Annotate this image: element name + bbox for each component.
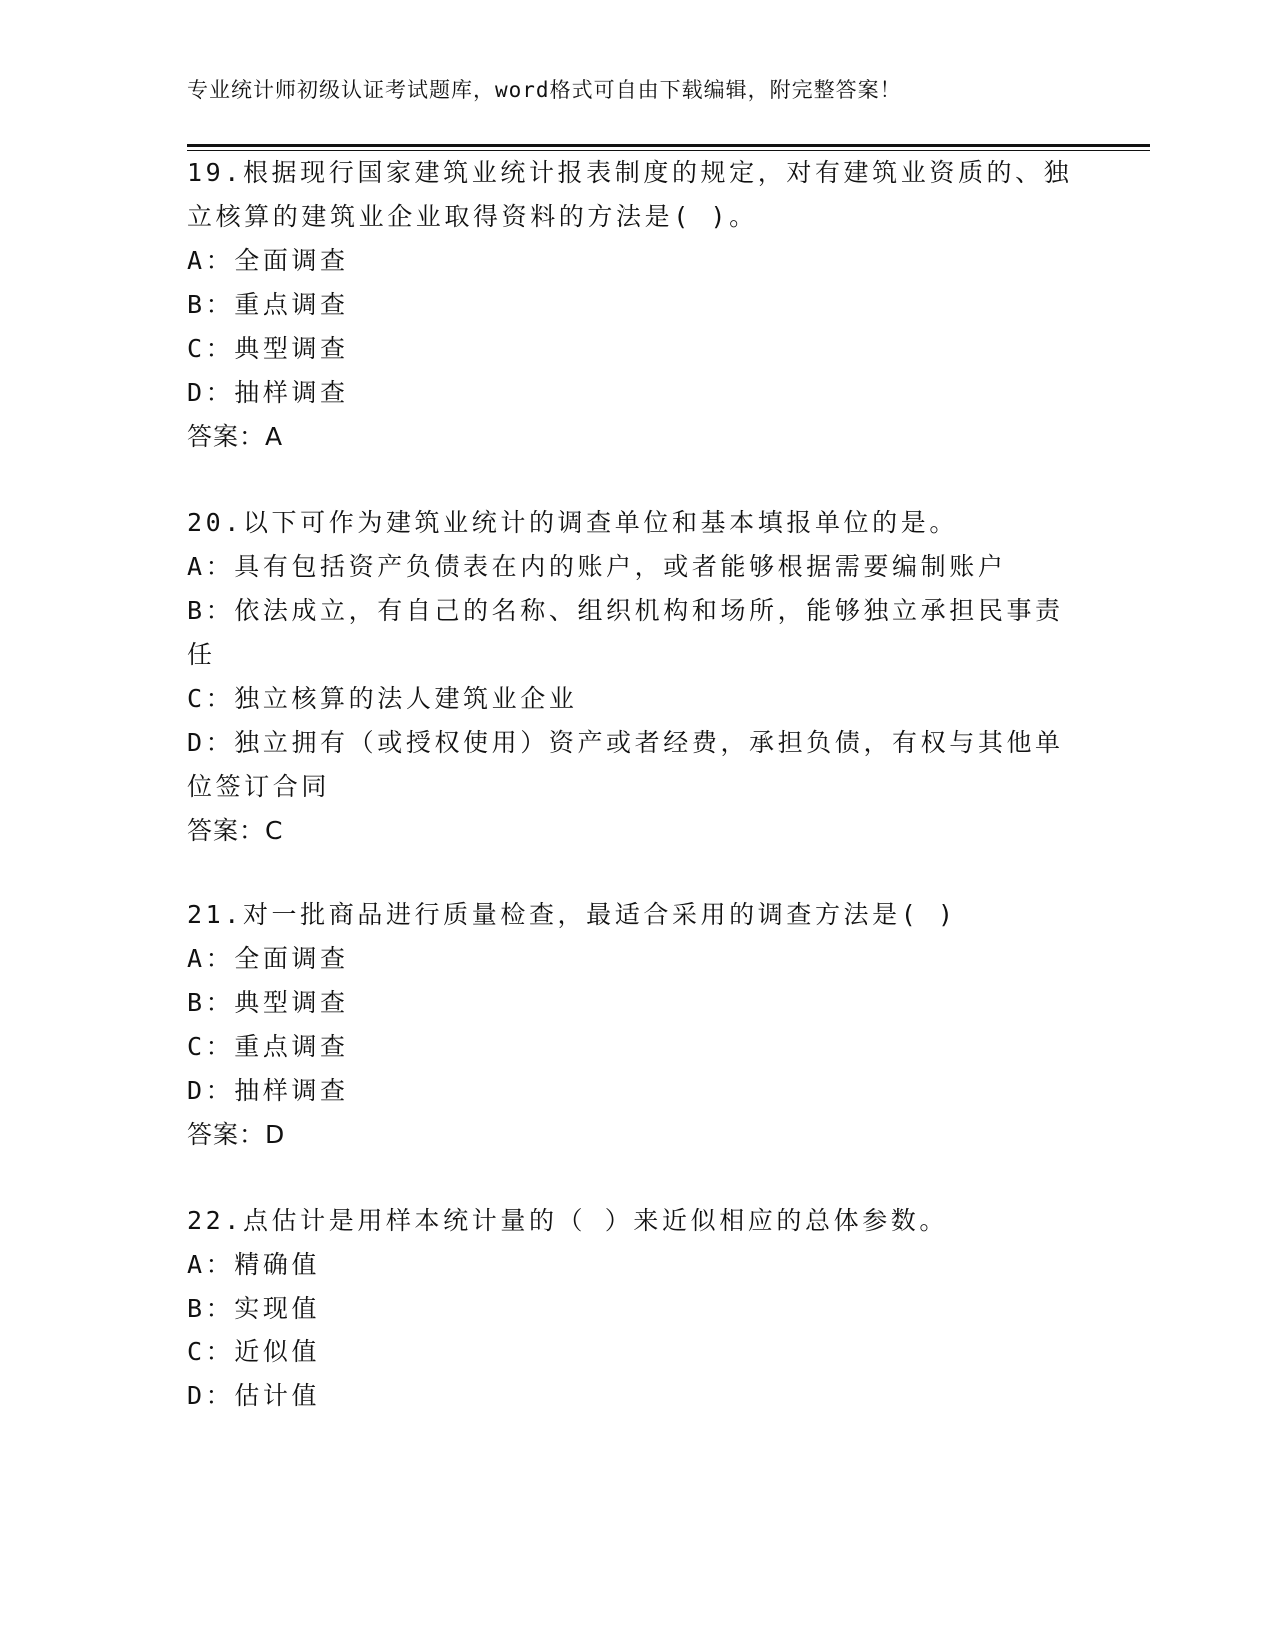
question-19-option-b: B：重点调查 [187,290,349,319]
header-rule-thin [187,150,1150,151]
question-19-answer: 答案：A [187,422,284,451]
question-22-stem-line-1: 22.点估计是用样本统计量的（ ）来近似相应的总体参数。 [187,1206,949,1235]
question-21-stem-line-1: 21.对一批商品进行质量检查，最适合采用的调查方法是( ) [187,900,957,929]
question-21-option-d: D：抽样调查 [187,1076,349,1105]
question-20-option-b-line-1: B：依法成立，有自己的名称、组织机构和场所，能够独立承担民事责 [187,596,1064,625]
question-20-option-b-line-2: 任 [187,640,216,669]
question-21-option-c: C：重点调查 [187,1032,349,1061]
question-22-option-c: C：近似值 [187,1337,321,1366]
question-20-answer: 答案：C [187,816,284,845]
question-19-option-d: D：抽样调查 [187,378,349,407]
question-19-stem-line-2: 立核算的建筑业企业取得资料的方法是( )。 [187,202,758,231]
question-20-option-d-line-2: 位签订合同 [187,772,331,801]
page-header: 专业统计师初级认证考试题库，word格式可自由下载编辑，附完整答案！ [187,78,902,102]
question-21-option-b: B：典型调查 [187,988,349,1017]
question-19-stem-line-1: 19.根据现行国家建筑业统计报表制度的规定，对有建筑业资质的、独 [187,158,1073,187]
question-20-option-a: A：具有包括资产负债表在内的账户，或者能够根据需要编制账户 [187,552,1007,581]
question-19-option-a: A：全面调查 [187,246,349,275]
question-21-option-a: A：全面调查 [187,944,349,973]
question-20-option-c: C：独立核算的法人建筑业企业 [187,684,578,713]
question-19-option-c: C：典型调查 [187,334,349,363]
question-20-stem-line-1: 20.以下可作为建筑业统计的调查单位和基本填报单位的是。 [187,508,958,537]
question-22-option-a: A：精确值 [187,1250,321,1279]
question-21-answer: 答案：D [187,1120,286,1149]
question-22-option-d: D：估计值 [187,1381,321,1410]
question-22-option-b: B：实现值 [187,1294,321,1323]
question-20-option-d-line-1: D：独立拥有（或授权使用）资产或者经费，承担负债，有权与其他单 [187,728,1064,757]
header-rule-thick [187,144,1150,147]
